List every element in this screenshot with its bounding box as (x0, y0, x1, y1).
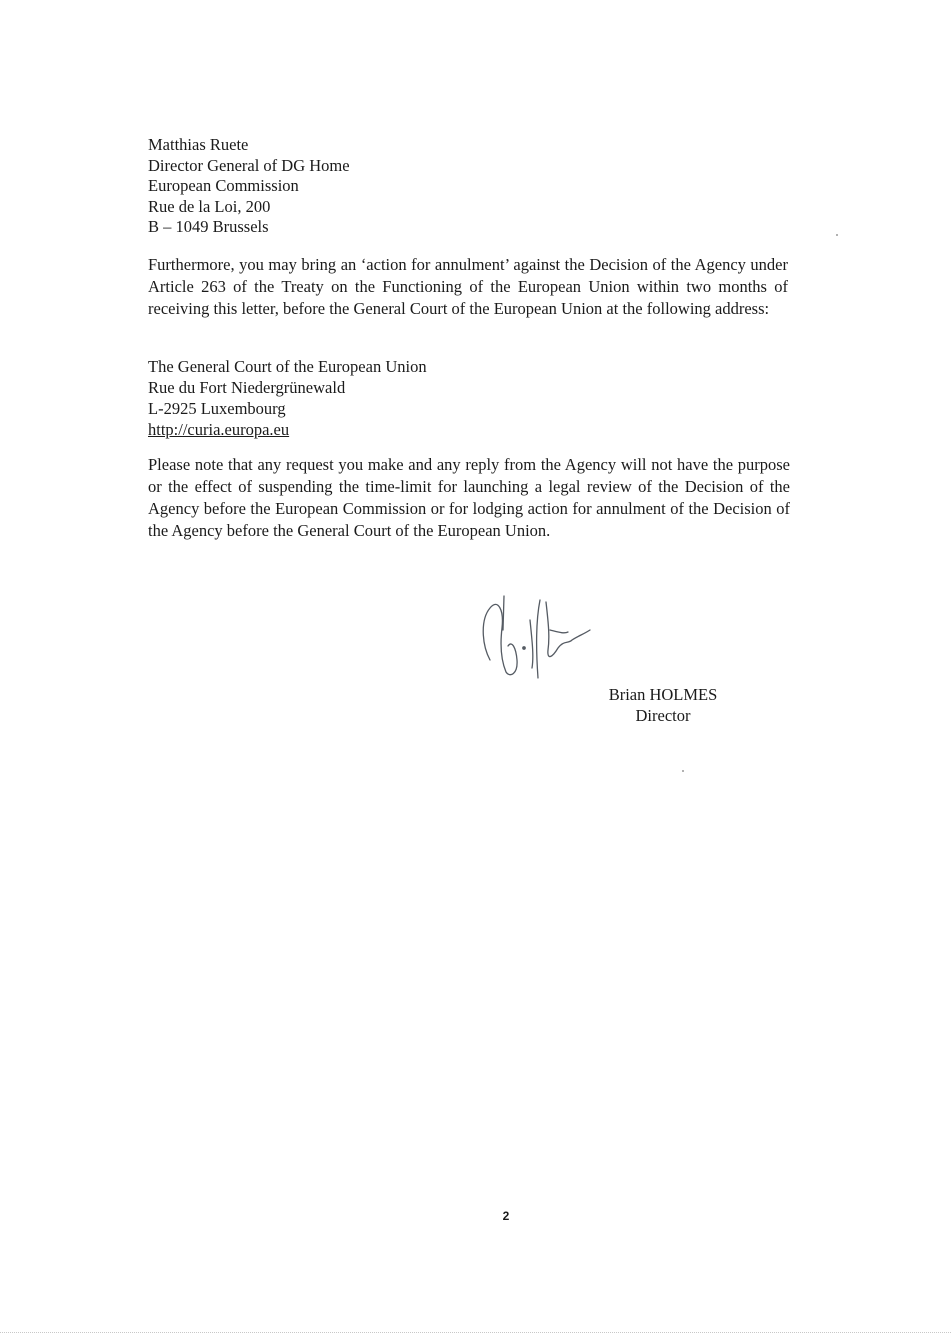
signatory-title: Director (635, 706, 691, 725)
court-address (148, 356, 568, 440)
address-line-organisation: European Commission (148, 176, 299, 195)
address-line-street: Rue de la Loi, 200 (148, 196, 271, 216)
signatory-name: Brian HOLMES (608, 685, 718, 704)
handwritten-signature-icon (468, 590, 598, 685)
scan-edge-rule (0, 1332, 951, 1333)
annulment-paragraph: Furthermore, you may bring an ‘action for annulment’ against the Decision of the Agency under Article 263 of the Treaty on the Functioning of the European Union within two months of receiving this letter, before the General Court of the European Union at the following address: (148, 255, 788, 318)
page-number: 2 (502, 1209, 510, 1223)
address-line-name: Matthias Ruete (148, 135, 249, 154)
court-line-name: The General Court of the European Union (148, 357, 427, 376)
scan-speck (682, 770, 684, 772)
recipient-address (148, 135, 568, 238)
scan-speck (836, 234, 838, 236)
court-line-street: Rue du Fort Niedergrünewald (148, 378, 346, 397)
address-line-position: Director General of DG Home (148, 155, 350, 175)
address-line-city: B – 1049 Brussels (148, 217, 269, 236)
signatory-block (590, 684, 736, 726)
court-line-city: L-2925 Luxembourg (148, 399, 286, 418)
notice-paragraph: Please note that any request you make and any reply from the Agency will not have the purpose or the effect of suspending the time-limit for launching a legal review of the Decision of the Agency before the European Commission or for lodging action for annulment of the Decision of the Agency before the General Court of the European Union. (148, 455, 790, 540)
court-website-link[interactable]: http://curia.europa.eu (148, 420, 290, 439)
